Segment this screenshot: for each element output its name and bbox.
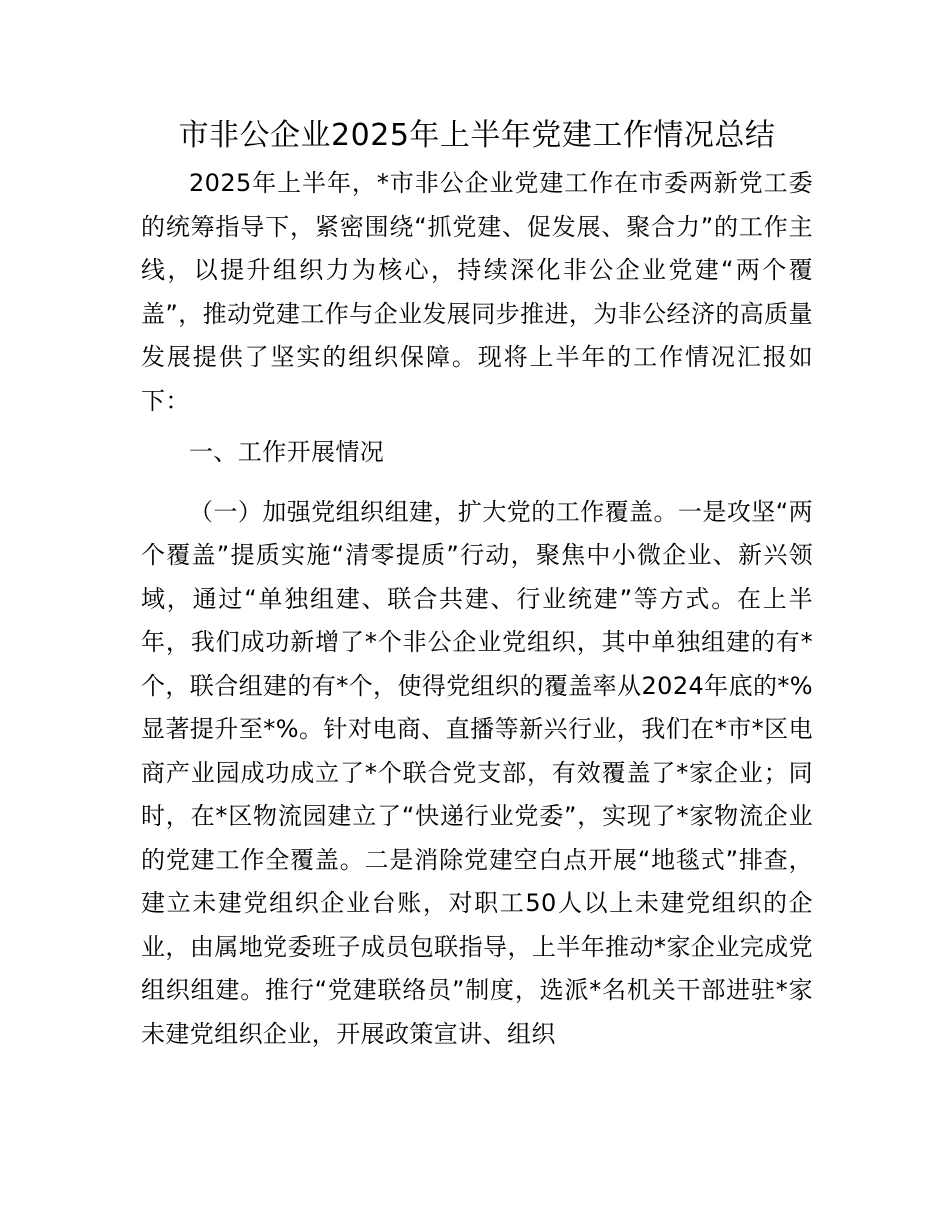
section-paragraph: （一）加强党组织组建，扩大党的工作覆盖。一是攻坚“两个覆盖”提质实施“清零提质”行动，聚焦中小微企业、新兴领域，通过“单独组建、联合共建、行业统建”等方式。在上半年，我们成功新增了*个非公企业党组织，其中单独组建的有*个，联合组建的有*个，使得党组织的覆盖率从2024年底的*%显著提升至*%。针对电商、直播等新兴行业，我们在*市*区电商产业园成功成立了*个联合党支部，有效覆盖了*家企业；同时，在*区物流园建立了“快递行业党委”，实现了*家物流企业的党建工作全覆盖。二是消除党建空白点开展“地毯式”排查，建立未建党组织企业台账，对职工50人以上未建党组织的企业，由属地党委班子成员包联指导，上半年推动*家企业完成党组织组建。推行“党建联络员”制度，选派*名机关干部进驻*家未建党组织企业，开展政策宣讲、组织 bbox=[141, 497, 813, 1048]
document-title: 市非公企业2025年上半年党建工作情况总结 bbox=[178, 118, 776, 153]
document-body bbox=[141, 110, 813, 1056]
section-heading: 一、工作开展情况 bbox=[189, 438, 385, 466]
intro-paragraph: 2025年上半年，*市非公企业党建工作在市委两新党工委的统筹指导下，紧密围绕“抓党建、促发展、聚合力”的工作主线，以提升组织力为核心，持续深化非公企业党建“两个覆盖”，推动党建工作与企业发展同步推进，为非公经济的高质量发展提供了坚实的组织保障。现将上半年的工作情况汇报如下： bbox=[141, 169, 813, 415]
